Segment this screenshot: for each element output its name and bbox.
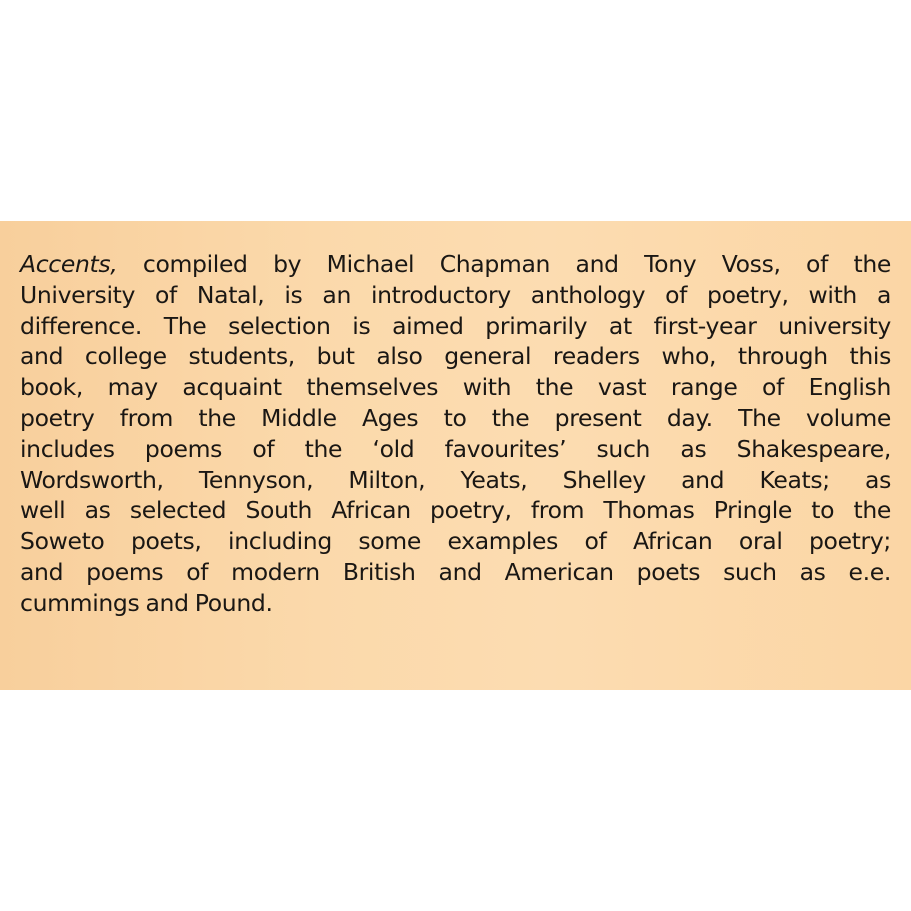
blurb-line (20, 249, 891, 280)
blurb-line: book, may acquaint themselves with the vast range of English (20, 373, 891, 402)
blurb-line-text: compiled by Michael Chapman and Tony Voss, of the (117, 250, 891, 278)
blurb-line: and poems of modern British and American poets such as e.e. (20, 557, 891, 586)
blurb-line: difference. The selection is aimed primarily at first-year university (20, 311, 891, 340)
blurb-line: poetry from the Middle Ages to the present day. The volume (20, 403, 891, 432)
blurb-line: University of Natal, is an introductory anthology of poetry, with a (20, 280, 891, 309)
blurb-line: Wordsworth, Tennyson, Milton, Yeats, Shelley and Keats; as (20, 465, 891, 494)
blurb-line: well as selected South African poetry, from Thomas Pringle to the (20, 496, 891, 525)
book-title: Accents, (20, 250, 118, 278)
blurb-line: and college students, but also general readers who, through this (20, 342, 891, 371)
blurb-panel (0, 221, 911, 690)
blurb-paragraph (20, 249, 891, 619)
blurb-line: includes poems of the ‘old favourites’ such as Shakespeare, (20, 434, 891, 463)
blurb-line: Soweto poets, including some examples of African oral poetry; (20, 527, 891, 556)
blurb-line: cummings and Pound. (20, 588, 273, 617)
